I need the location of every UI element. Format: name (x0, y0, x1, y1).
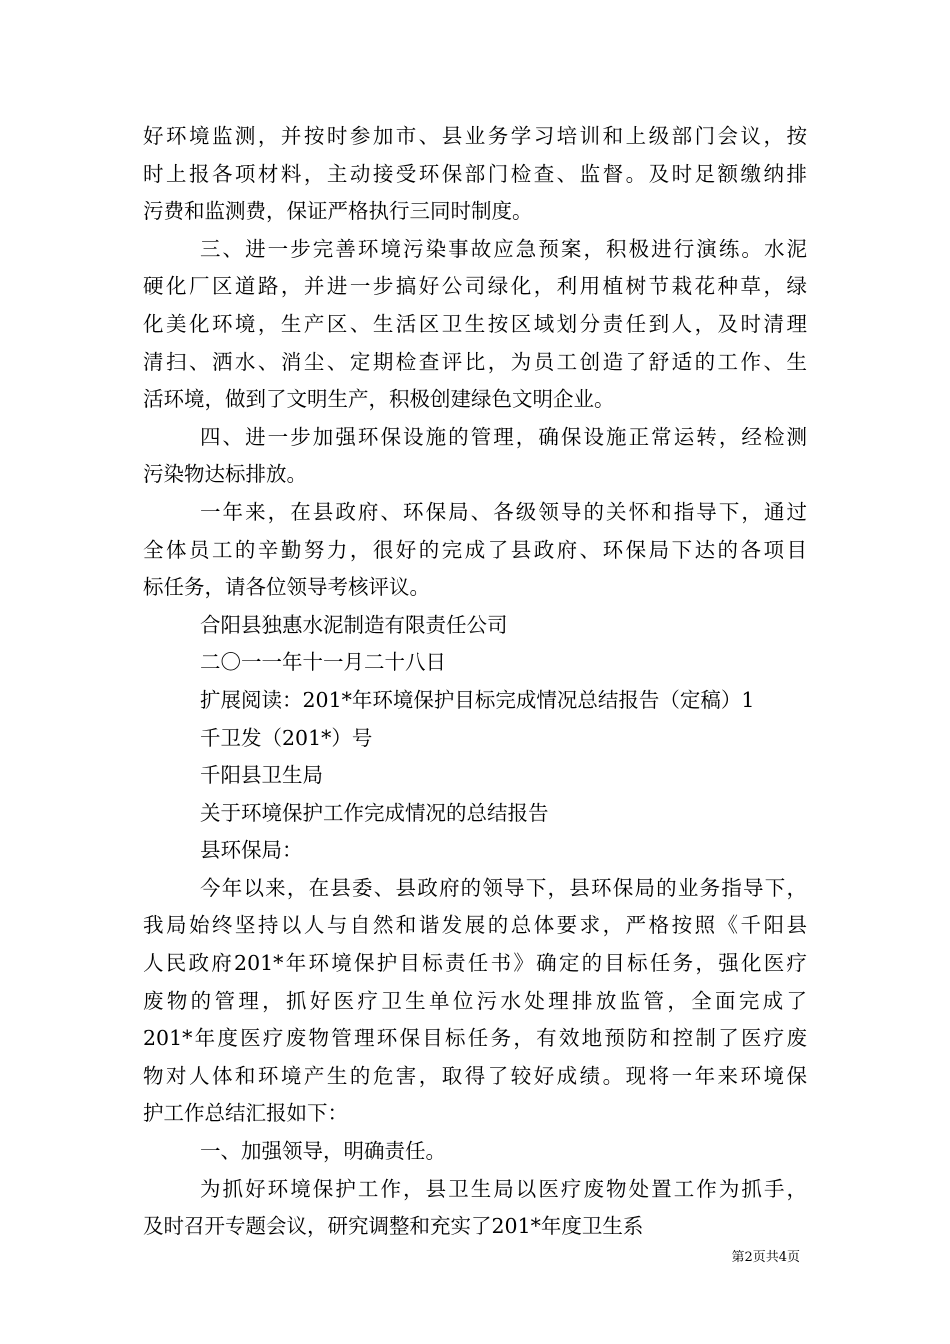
extended-reading-title: 扩展阅读：201*年环境保护目标完成情况总结报告（定稿）1 (200, 687, 755, 712)
paragraph-start: 为抓好环境保护工作，县卫生局以医疗废物处置工作为抓手， (200, 1176, 807, 1201)
text-line: 护工作总结汇报如下： (143, 1101, 348, 1126)
text-line: 化美化环境，生产区、生活区卫生按区域划分责任到人，及时清理 (143, 311, 807, 336)
text-line: 废物的管理，抓好医疗卫生单位污水处理排放监管，全面完成了 (143, 988, 807, 1013)
signature-date: 二〇一一年十一月二十八日 (200, 650, 446, 675)
text-line: 硬化厂区道路，并进一步搞好公司绿化，利用植树节栽花种草，绿 (143, 274, 807, 299)
document-body (143, 118, 807, 1246)
text-line: 我局始终坚持以人与自然和谐发展的总体要求，严格按照《千阳县 (143, 913, 807, 938)
text-line: 污费和监测费，保证严格执行三同时制度。 (143, 199, 533, 224)
paragraph-start: 三、进一步完善环境污染事故应急预案，积极进行演练。水泥 (200, 236, 807, 261)
document-number: 千卫发（201*）号 (200, 725, 373, 750)
company-signature: 合阳县独惠水泥制造有限责任公司 (200, 612, 508, 637)
text-line: 好环境监测，并按时参加市、县业务学习培训和上级部门会议，按 (143, 124, 807, 148)
report-title: 关于环境保护工作完成情况的总结报告 (200, 800, 549, 825)
text-line: 时上报各项材料，主动接受环保部门检查、监督。及时足额缴纳排 (143, 161, 807, 186)
section-heading: 一、加强领导，明确责任。 (200, 1139, 446, 1164)
text-line: 清扫、洒水、消尘、定期检查评比，为员工创造了舒适的工作、生 (143, 349, 807, 374)
text-line: 全体员工的辛勤努力，很好的完成了县政府、环保局下达的各项目 (143, 537, 807, 562)
paragraph-start: 四、进一步加强环保设施的管理，确保设施正常运转，经检测 (200, 424, 807, 449)
text-line: 及时召开专题会议，研究调整和充实了201*年度卫生系 (143, 1214, 644, 1239)
text-line: 标任务，请各位领导考核评议。 (143, 575, 430, 600)
paragraph-start: 今年以来，在县委、县政府的领导下，县环保局的业务指导下， (200, 875, 807, 900)
paragraph-start: 一年来，在县政府、环保局、各级领导的关怀和指导下，通过 (200, 499, 807, 524)
text-line: 人民政府201*年环境保护目标责任书》确定的目标任务，强化医疗 (143, 951, 807, 976)
text-line: 201*年度医疗废物管理环保目标任务，有效地预防和控制了医疗废 (143, 1026, 807, 1051)
page-number: 第2页共4页 (731, 1250, 800, 1265)
text-line: 污染物达标排放。 (143, 462, 307, 487)
text-line: 物对人体和环境产生的危害，取得了较好成绩。现将一年来环境保 (143, 1063, 807, 1088)
recipient: 县环保局： (200, 838, 303, 863)
text-line: 活环境，做到了文明生产，积极创建绿色文明企业。 (143, 387, 615, 412)
issuing-authority: 千阳县卫生局 (200, 763, 323, 788)
